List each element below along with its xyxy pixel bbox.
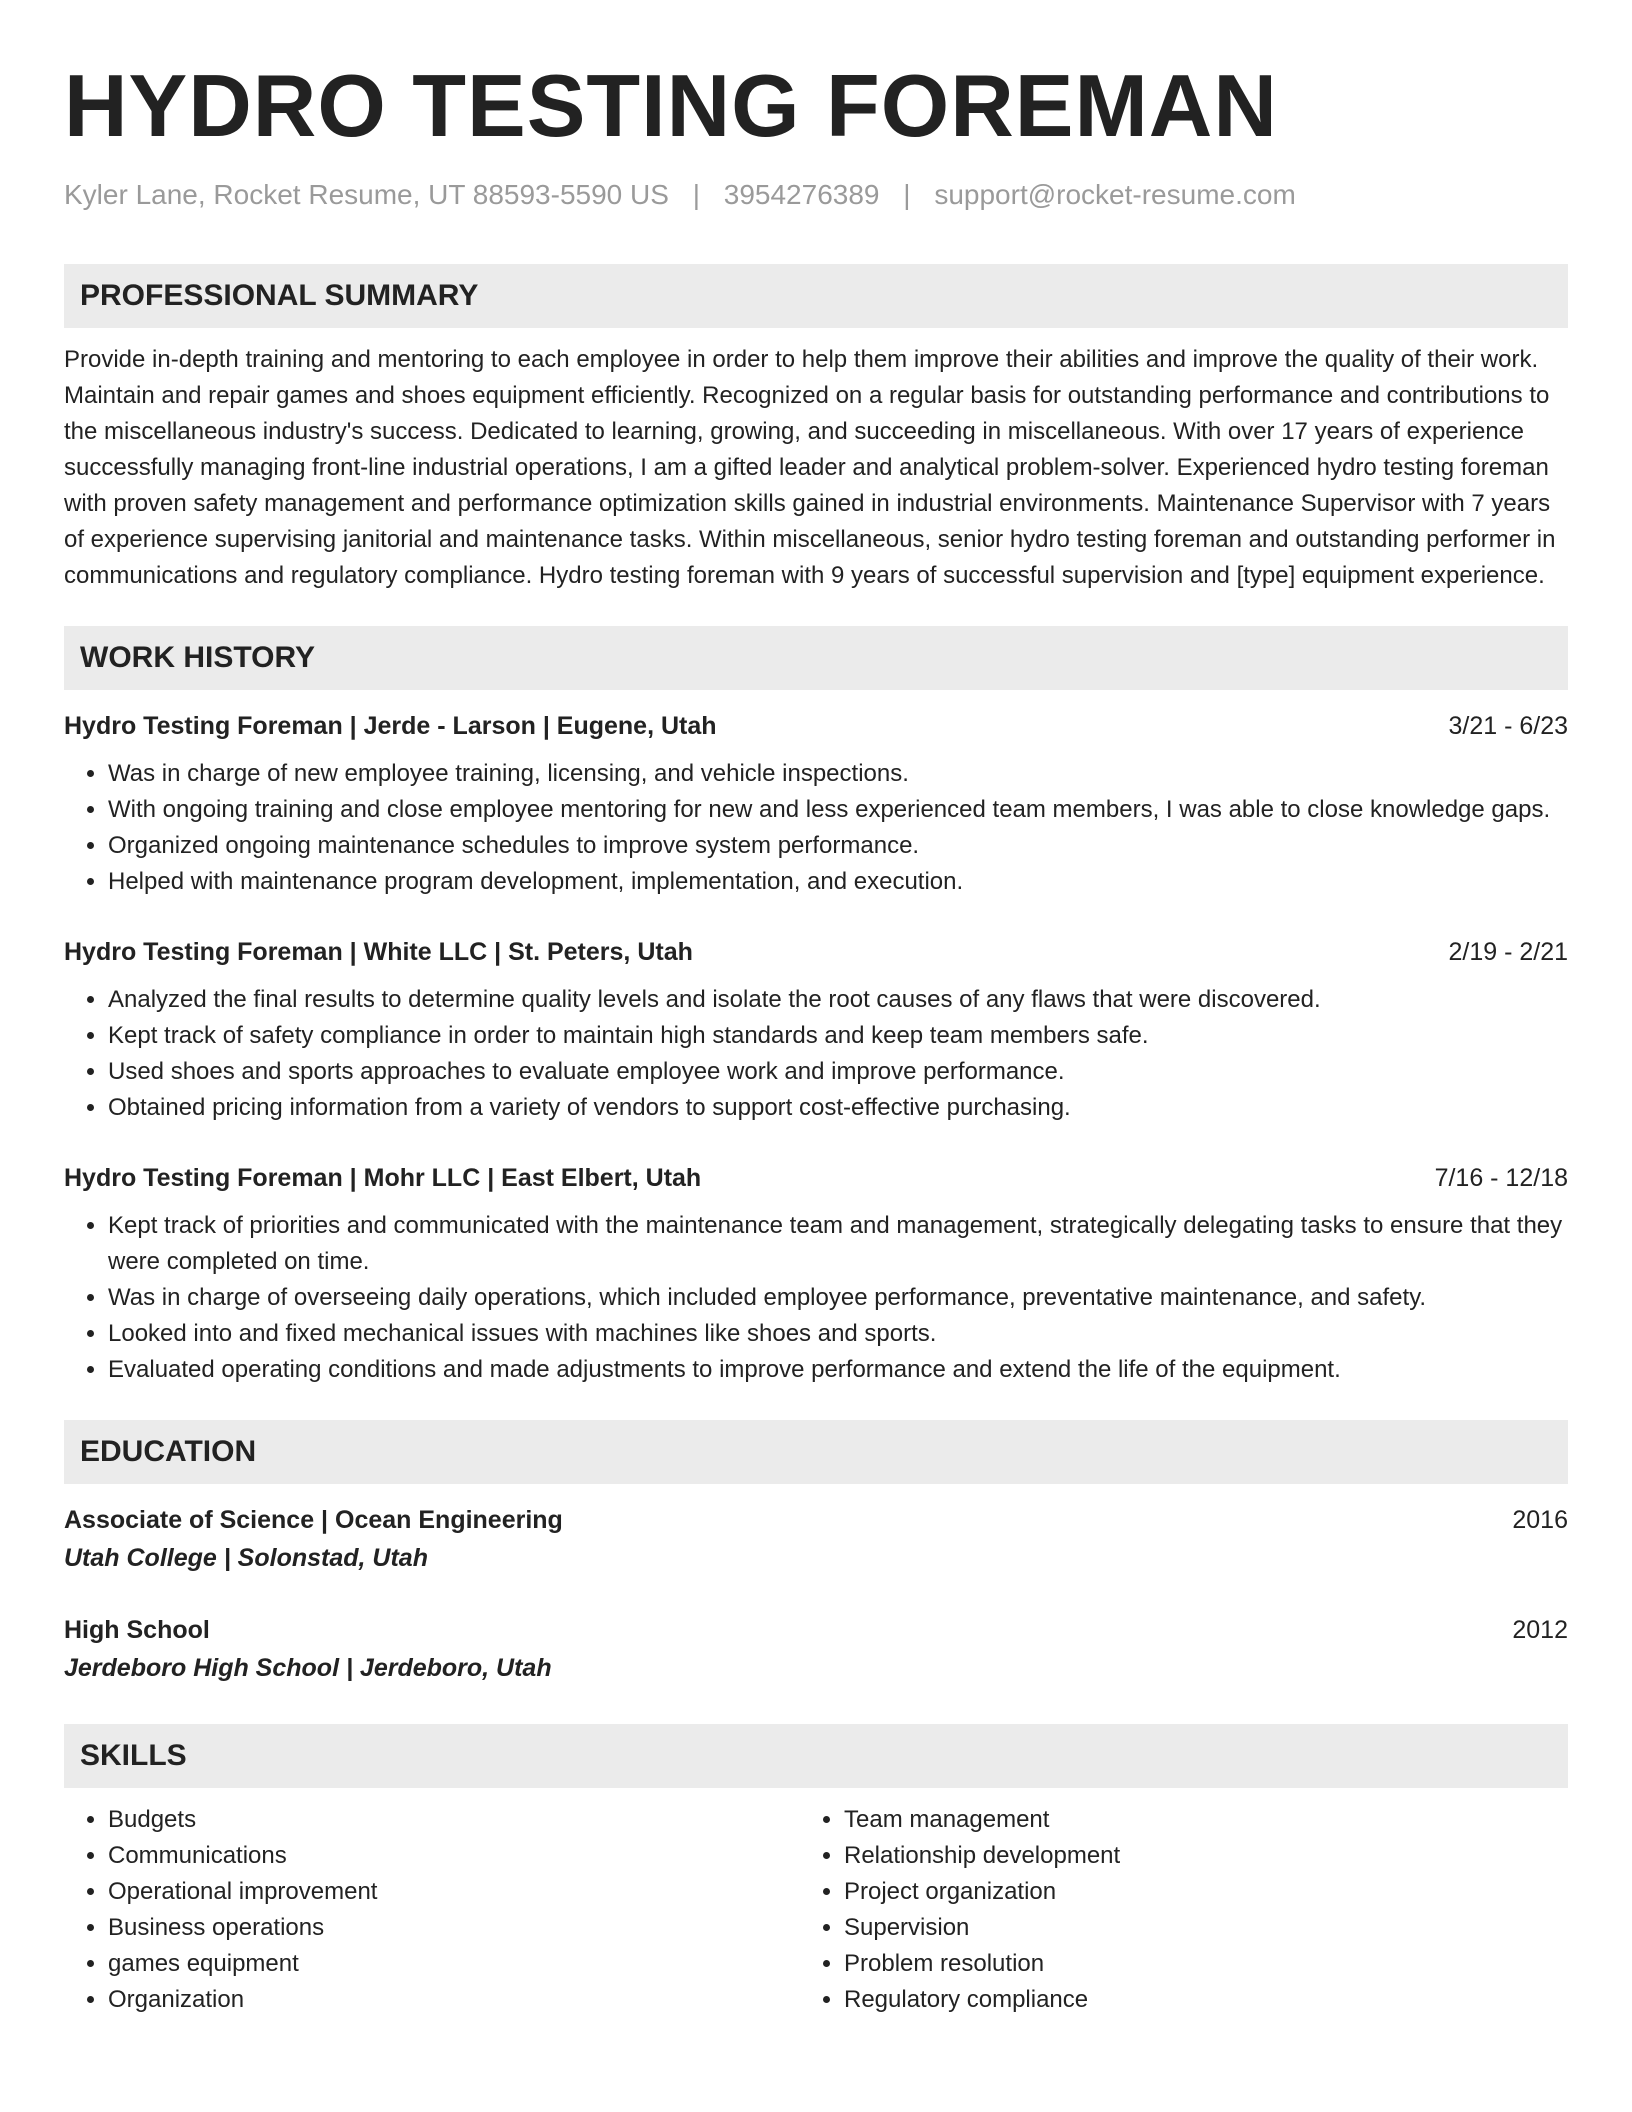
contact-address: Kyler Lane, Rocket Resume, UT 88593-5590 US: [64, 179, 669, 210]
skills-column-right: [800, 1802, 1536, 2018]
education-entry: [64, 1502, 1568, 1576]
contact-separator: |: [692, 179, 700, 210]
education-degree: Associate of Science | Ocean Engineering: [64, 1505, 563, 1534]
job-bullet: • Helped with maintenance program development, implementation, and execution.: [108, 864, 1568, 900]
job-entry: [64, 1160, 1568, 1388]
job-bullet: • Was in charge of new employee training, licensing, and vehicle inspections.: [108, 756, 1568, 792]
skill-item: • games equipment: [108, 1946, 800, 1982]
job-date: 3/21 - 6/23: [1448, 711, 1568, 740]
education-school: Utah College | Solonstad, Utah: [64, 1543, 428, 1572]
job-entry: [64, 708, 1568, 900]
skill-item: • Team management: [844, 1802, 1536, 1838]
job-bullet: • Kept track of priorities and communicated with the maintenance team and management, strategically delegating tasks to ensure that they were completed on time.: [108, 1208, 1568, 1280]
skill-item: • Supervision: [844, 1910, 1536, 1946]
section-header-work-history: WORK HISTORY: [64, 626, 1568, 690]
job-bullets: [64, 756, 1568, 900]
skills-column-left: [64, 1802, 800, 2018]
skill-item: • Business operations: [108, 1910, 800, 1946]
skill-item: • Project organization: [844, 1874, 1536, 1910]
skill-item: • Problem resolution: [844, 1946, 1536, 1982]
contact-email: support@rocket-resume.com: [934, 179, 1296, 210]
job-bullet: • Analyzed the final results to determine quality levels and isolate the root causes of any flaws that were discovered.: [108, 982, 1568, 1018]
job-bullet: • Evaluated operating conditions and made adjustments to improve performance and extend the life of the equipment.: [108, 1352, 1568, 1388]
job-entry: [64, 934, 1568, 1126]
job-bullet: • Obtained pricing information from a variety of vendors to support cost-effective purchasing.: [108, 1090, 1568, 1126]
resume-title: HYDRO TESTING FOREMAN: [64, 56, 1278, 155]
education-year: 2016: [1512, 1505, 1568, 1534]
job-date: 2/19 - 2/21: [1448, 937, 1568, 966]
job-bullet: • Used shoes and sports approaches to evaluate employee work and improve performance.: [108, 1054, 1568, 1090]
skills-list: [64, 1802, 1568, 2018]
skill-item: • Operational improvement: [108, 1874, 800, 1910]
section-header-summary: PROFESSIONAL SUMMARY: [64, 264, 1568, 328]
skill-item: • Communications: [108, 1838, 800, 1874]
job-title: Hydro Testing Foreman | Jerde - Larson | Eugene, Utah: [64, 711, 717, 740]
job-bullet: • Kept track of safety compliance in order to maintain high standards and keep team members safe.: [108, 1018, 1568, 1054]
job-title: Hydro Testing Foreman | Mohr LLC | East Elbert, Utah: [64, 1163, 702, 1192]
summary-text: Provide in-depth training and mentoring to each employee in order to help them improve their abilities and improve the quality of their work. Maintain and repair games and shoes equipment efficiently. Recognized on a regular basis for outstanding performance and contributions to the miscellaneous industry's success. Dedicated to learning, growing, and succeeding in miscellaneous. With over 17 years of experience successfully managing front-line industrial operations, I am a gifted leader and analytical problem-solver. Experienced hydro testing foreman with proven safety management and performance optimization skills gained in industrial environments. Maintenance Supervisor with 7 years of experience supervising janitorial and maintenance tasks. Within miscellaneous, senior hydro testing foreman and outstanding performer in communications and regulatory compliance. Hydro testing foreman with 9 years of successful supervision and [type] equipment experience.: [64, 345, 1556, 589]
job-bullets: [64, 1208, 1568, 1388]
job-bullet: • Was in charge of overseeing daily operations, which included employee performance, preventative maintenance, and safety.: [108, 1280, 1568, 1316]
job-bullet: • With ongoing training and close employee mentoring for new and less experienced team members, I was able to close knowledge gaps.: [108, 792, 1568, 828]
section-header-education: EDUCATION: [64, 1420, 1568, 1484]
skill-item: • Relationship development: [844, 1838, 1536, 1874]
education-year: 2012: [1512, 1615, 1568, 1644]
job-bullet: • Organized ongoing maintenance schedules to improve system performance.: [108, 828, 1568, 864]
job-title: Hydro Testing Foreman | White LLC | St. Peters, Utah: [64, 937, 693, 966]
job-bullets: [64, 982, 1568, 1126]
contact-line: [64, 178, 1568, 212]
contact-separator: |: [903, 179, 911, 210]
education-entry: [64, 1612, 1568, 1686]
skill-item: • Regulatory compliance: [844, 1982, 1536, 2018]
contact-phone: 3954276389: [723, 179, 880, 210]
education-school: Jerdeboro High School | Jerdeboro, Utah: [64, 1653, 552, 1682]
skill-item: • Budgets: [108, 1802, 800, 1838]
job-date: 7/16 - 12/18: [1434, 1163, 1568, 1192]
section-header-skills: SKILLS: [64, 1724, 1568, 1788]
skill-item: • Organization: [108, 1982, 800, 2018]
education-degree: High School: [64, 1615, 210, 1644]
job-bullet: • Looked into and fixed mechanical issues with machines like shoes and sports.: [108, 1316, 1568, 1352]
